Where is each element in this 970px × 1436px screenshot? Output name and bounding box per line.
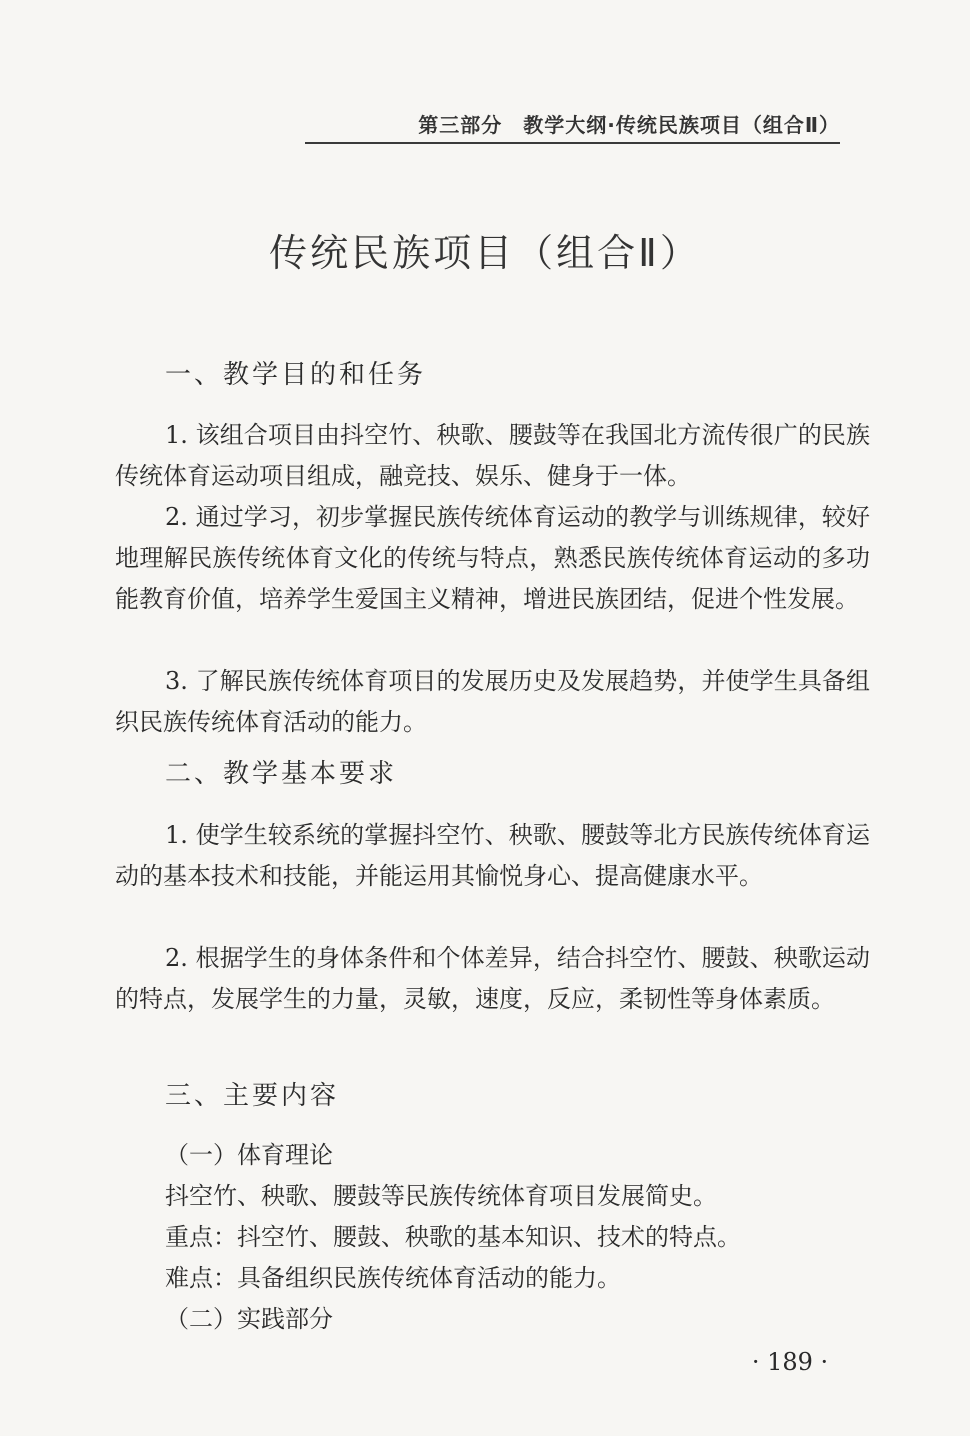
chapter-title: 传统民族项目（组合Ⅱ） [269, 231, 701, 275]
paragraph-objective-2: 2. 通过学习，初步掌握民族传统体育运动的教学与训练规律，较好地理解民族传统体育文化的传统与特点，熟悉民族传统体育运动的多功能教育价值，培养学生爱国主义精神，增进民族团结，促进个性发展。 [115, 503, 870, 613]
content-line-history: 抖空竹、秧歌、腰鼓等民族传统体育项目发展简史。 [165, 1182, 717, 1210]
paragraph-requirement-1: 1. 使学生较系统的掌握抖空竹、秧歌、腰鼓等北方民族传统体育运动的基本技术和技能，并能运用其愉悦身心、提高健康水平。 [115, 821, 870, 890]
subheading-practice: （二）实践部分 [165, 1305, 333, 1333]
subheading-theory: （一）体育理论 [165, 1141, 333, 1169]
section-heading-objectives: 一、教学目的和任务 [165, 360, 427, 390]
content-line-difficulties: 难点：具备组织民族传统体育活动的能力。 [165, 1264, 621, 1292]
page-number: · 189 · [751, 1348, 829, 1376]
paragraph-requirement-2: 2. 根据学生的身体条件和个体差异，结合抖空竹、腰鼓、秧歌运动的特点，发展学生的力量，灵敏，速度，反应，柔韧性等身体素质。 [115, 944, 870, 1013]
running-head: 第三部分 教学大纲·传统民族项目（组合Ⅱ） [305, 108, 840, 144]
paragraph-objective-3: 3. 了解民族传统体育项目的发展历史及发展趋势，并使学生具备组织民族传统体育活动的能力。 [115, 667, 870, 736]
content-line-key-points: 重点：抖空竹、腰鼓、秧歌的基本知识、技术的特点。 [165, 1223, 741, 1251]
section-heading-requirements: 二、教学基本要求 [165, 759, 398, 789]
paragraph-objective-1: 1. 该组合项目由抖空竹、秧歌、腰鼓等在我国北方流传很广的民族传统体育运动项目组成，融竞技、娱乐、健身于一体。 [115, 421, 870, 490]
section-heading-content: 三、主要内容 [165, 1081, 340, 1111]
